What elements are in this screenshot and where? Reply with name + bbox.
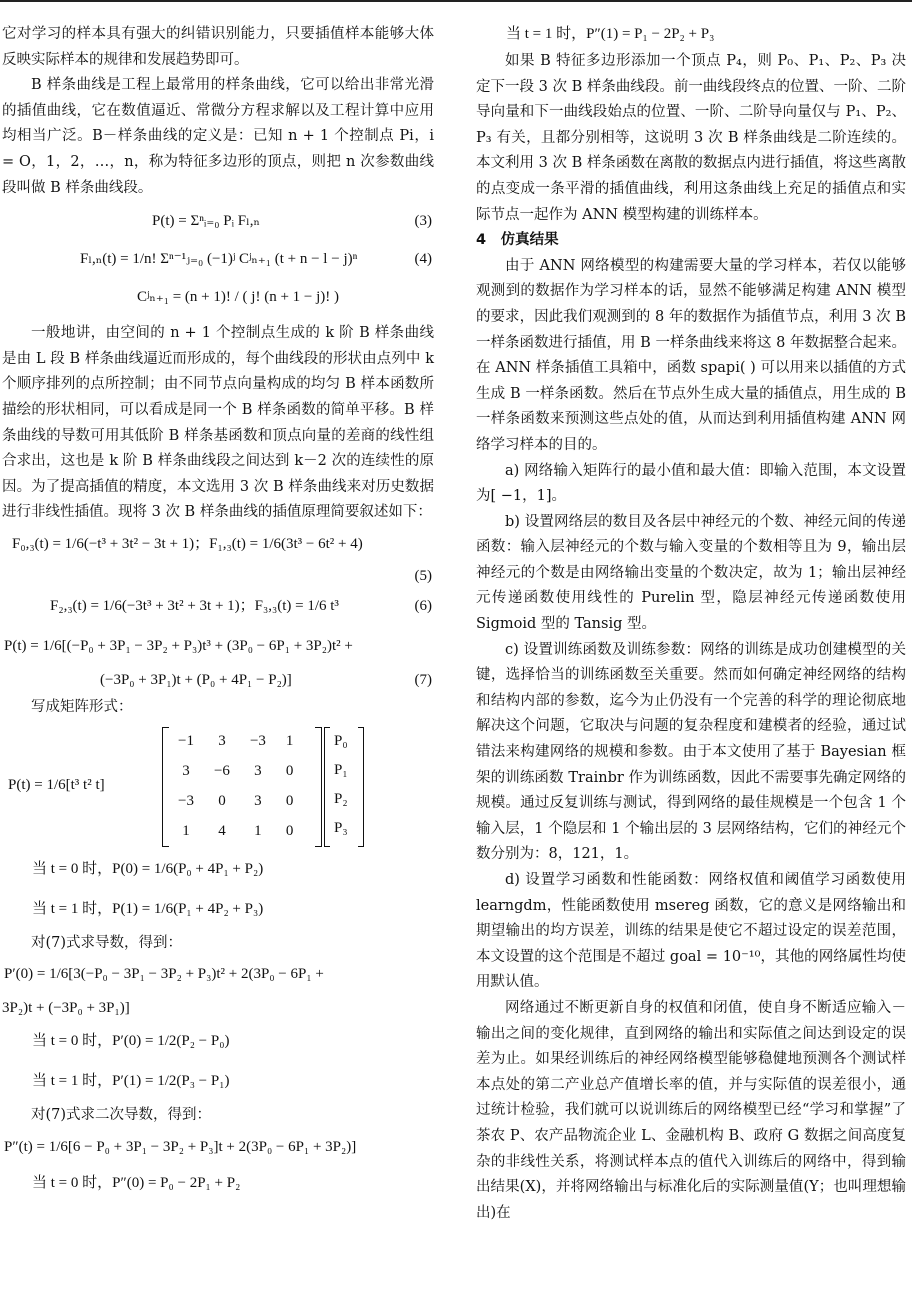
paragraph: b) 设置网络层的数目及各层中神经元的个数、神经元间的传递函数：输入层神经元的个数与输入变量的个数相等且为 9，输出层神经元的个数是由网络输出变量的个数决定，故为 1；输出层神经元传递函数使用线性的 Purelin 型，隐层神经元传递函数使用 Sigmoid 型的 Tansig 型。 — [476, 513, 906, 633]
matrix-row — [168, 787, 303, 817]
matrix-cell: −3 — [249, 732, 266, 749]
paragraph: 对(7)式求导数，得到： — [31, 934, 183, 951]
equation-text: 当 t = 1 时，P(1) = 1/6(P₁ + 4P₂ + P₃) — [32, 900, 264, 917]
equation-3 — [2, 201, 434, 241]
matrix-cell: 0 — [285, 822, 294, 839]
paragraph: B 样条曲线是工程上最常用的样条曲线，它可以给出非常光滑的插值曲线，它在数值逼近、常微分方程求解以及工程计算中应用均相当广泛。B－样条曲线的定义是：已知 n + 1 个控制点 Pi，i = O，1，2，…，n，称为特征多边形的顶点，则把 n 次参数曲线段叫做 B 样条曲线段。 — [2, 77, 434, 196]
equation-p1 — [2, 891, 434, 931]
equation-d1-t1 — [2, 1063, 434, 1103]
matrix-row — [168, 757, 303, 787]
matrix-cell: −6 — [213, 762, 230, 779]
matrix-cell: 3 — [254, 792, 262, 809]
equation-text: P″(t) = 1/6[6 − P₀ + 3P₁ − 3P₂ + P₃]t + 2(3P₀ − 6P₁ + 3P₂)] — [4, 1138, 357, 1155]
equation-text: 当 t = 0 时，P(0) = 1/6(P₀ + 4P₁ + P₂) — [32, 860, 264, 877]
equation-text: P(t) = 1/6[(−P₀ + 3P₁ − 3P₂ + P₃)t³ + (3P₀ − 6P₁ + 3P₂)t² + — [4, 637, 353, 654]
paragraph: 由于 ANN 网络模型的构建需要大量的学习样本，若仅以能够观测到的数据作为学习样本的话，显然不能够满足构建 ANN 模型的要求，因此我们观测到的 8 年的数据作为插值节点，利用 3 次 B 一样条函数进行插值，用 B 一样条曲线来将这 8 年数据整合起来。在 ANN 样条插值工具箱中，函数 spapi( ) 可以用来以插值的方式生成 B 一样条函数。然后在节点外生成大量的插值点，用生成的 B 一样条函数来预测这些点处的值，从而达到利用插值构建 ANN 网络学习样本的目的。 — [476, 257, 906, 453]
paragraph: 它对学习的样本具有强大的纠错识别能力，只要插值样本能够大体反映实际样本的规律和发展趋势即可。 — [2, 26, 434, 68]
matrix-bracket-right — [315, 727, 322, 847]
equation-number: (5) — [414, 567, 432, 584]
paragraph: 对(7)式求二次导数，得到： — [31, 1107, 212, 1124]
equation-text: 当 t = 0 时，P″(0) = P₀ − 2P₁ + P₂ — [32, 1174, 241, 1191]
matrix-row — [168, 727, 303, 757]
right-column — [476, 22, 906, 1226]
equation-text: 当 t = 1 时，P″(1) = P₁ − 2P₂ + P₃ — [506, 26, 715, 42]
equation-text: 3P₂)t + (−3P₀ + 3P₁)] — [2, 1000, 130, 1017]
equation-c — [2, 281, 434, 321]
equation-text: F₂,₃(t) = 1/6(−3t³ + 3t² + 3t + 1)；F₃,₃(t) = 1/6 t³ — [50, 597, 339, 614]
equation-text: Cʲₙ₊₁ = (n + 1)! / ( j! (n + 1 − j)! ) — [137, 289, 340, 306]
paragraph: a) 网络输入矩阵行的最小值和最大值：即输入范围，本文设置为[ −1，1]。 — [476, 462, 906, 505]
matrix-cell: 1 — [285, 732, 294, 749]
matrix-cell: 0 — [285, 762, 294, 779]
matrix-equation — [2, 721, 434, 851]
matrix-table — [168, 727, 303, 847]
paragraph: c) 设置训练函数及训练参数：网络的训练是成功创建模型的关键，选择恰当的训练函数至关重要。然而如何确定神经网络的结构和结构内部的参数，迄今为止仍没有一个完善的科学的理论彻底地解决这个问题，它取决与问题的复杂程度和建模者的经验，通过试错法来构建网络的规模和参数。由于本文使用了基于 Bayesian 框架的训练函数 Trainbr 作为训练函数，因此不需要事先确定网络的规模。通过反复训练与测试，得到网络的最佳规模是一个包含 1 个输入层，1 个隐层和 1 个输出层的 3 层网络结构，它们的神经元个数分别为：8，121，1。 — [476, 641, 906, 863]
matrix-cell: −1 — [178, 732, 194, 749]
equation-4 — [2, 241, 434, 281]
matrix-cell: 0 — [218, 792, 226, 809]
equation-text: P′(0) = 1/6[3(−P₀ − 3P₁ − 3P₂ + P₃)t² + 2(3P₀ − 6P₁ + — [4, 966, 324, 983]
top-rule — [0, 0, 912, 2]
paragraph: 如果 B 特征多边形添加一个顶点 P₄，则 P₀、P₁、P₂、P₃ 决定下一段 3 次 B 样条曲线段。前一曲线段终点的位置、一阶、二阶导向量和下一曲线段始点的位置、一阶、二阶导向量仅与 P₁、P₂、P₃ 有关，且都分别相等，这说明 3 次 B 样条曲线是二阶连续的。本文利用 3 次 B 样条函数在离散的数据点内进行插值，将这些离散的点变成一条平滑的插值曲线，利用这条曲线上充足的插值点和实际节点一起作为 ANN 模型构建的训练样本。 — [476, 53, 906, 223]
vector-entry: P₁ — [334, 761, 348, 778]
matrix-lhs: P(t) = 1/6[t³ t² t] — [8, 776, 105, 793]
equation-6 — [2, 588, 434, 628]
matrix-cell: 1 — [182, 822, 190, 839]
matrix-cell: 4 — [218, 822, 226, 839]
equation-d1-line1 — [2, 956, 434, 996]
matrix-cell: 3 — [182, 762, 190, 779]
equation-number: (3) — [414, 213, 432, 230]
matrix-cell: 1 — [254, 822, 262, 839]
equation-number: (7) — [414, 671, 432, 688]
equation-7-line2 — [2, 668, 434, 695]
equation-text: 当 t = 1 时，P′(1) = 1/2(P₃ − P₁) — [32, 1073, 230, 1090]
matrix-cell: −3 — [178, 792, 194, 809]
paragraph: 一般地讲，由空间的 n + 1 个控制点生成的 k 阶 B 样条曲线是由 L 段 B 样条曲线逼近而形成的，每个曲线段的形状由点列中 k 个顺序排列的点所控制；由不同节点向量构成的均匀 B 样本函数所描绘的形状相同，可以看成是同一个 B 样条函数的简单平移。B 样条曲线的导数可用其低阶 B 样条基函数和顶点向量的差商的线性组合求出，这也是 k 阶 B 样条曲线段之间达到 k－2 次的连续性的原因。为了提高插值的精度，本文选用 3 次 B 样条曲线来对历史数据进行非线性插值。现将 3 次 B 样条曲线的插值原理简要叙述如下： — [2, 325, 434, 521]
equation-7-line1 — [2, 628, 434, 668]
equation-d1-line2 — [2, 996, 434, 1023]
equation-5 — [2, 526, 434, 566]
matrix-row — [168, 817, 303, 847]
left-column — [2, 22, 434, 1196]
paragraph: 网络通过不断更新自身的权值和闭值，使自身不断适应输入－输出之间的变化规律，直到网络的输出和实际值之间达到设定的误差为止。如果经训练后的神经网络模型能够稳健地预测各个测试样本点处的第二产业总产值增长率的值，并与实际值的误差很小，通过统计检验，我们就可以说训练后的网络模型已经“学习和掌握”了茶农 P、农产品物流企业 L、金融机构 B、政府 G 数据之间高度复杂的非线性关系，将测试样本点的值代入训练后的网络中，得到输出结果(X)，并将网络输出与标准化后的实际测量值(Y；也叫理想输出)在 — [476, 999, 906, 1221]
equation-text: F₀,₃(t) = 1/6(−t³ + 3t² − 3t + 1)；F₁,₃(t) = 1/6(3t³ − 6t² + 4) — [12, 535, 363, 552]
paragraph: d) 设置学习函数和性能函数：网络权值和阈值学习函数使用 learngdm，性能函数使用 msereg 函数，它的意义是网络输出和期望输出的均方误差，训练的结果是使它不超过设定的误差范围，本文设置的这个范围是不超过 goal = 10⁻¹⁰，其他的网络属性均使用默认值。 — [476, 872, 906, 991]
equation-d2-t0 — [2, 1169, 434, 1196]
paragraph: 写成矩阵形式： — [31, 698, 133, 715]
equation-d2-t1 — [476, 22, 906, 49]
equation-d1-t0 — [2, 1023, 434, 1063]
equation-text: Fₗ,ₙ(t) = 1/n! Σⁿ⁻¹ⱼ₌₀ (−1)ʲ Cʲₙ₊₁ (t + n − l − j)ⁿ — [80, 251, 358, 268]
equation-5-number-row — [2, 566, 434, 588]
point-vector — [330, 727, 352, 843]
equation-number: (6) — [414, 597, 432, 614]
equation-text: (−3P₀ + 3P₁)t + (P₀ + 4P₁ − P₂)] — [100, 671, 292, 688]
matrix-cell: 3 — [218, 732, 226, 749]
matrix-cell: 0 — [285, 792, 294, 809]
vector-entry: P₂ — [334, 790, 348, 807]
equation-d2 — [2, 1129, 434, 1169]
equation-text: 当 t = 0 时，P′(0) = 1/2(P₂ − P₀) — [32, 1033, 230, 1050]
equation-text: P(t) = Σⁿᵢ₌₀ Pᵢ Fₗ,ₙ — [152, 213, 261, 230]
matrix-cell: 3 — [254, 762, 262, 779]
section-heading: 4 仿真结果 — [476, 232, 559, 249]
vector-bracket-right — [358, 727, 364, 847]
vector-entry: P₃ — [334, 819, 348, 836]
vector-entry: P₀ — [334, 732, 348, 749]
equation-number: (4) — [414, 251, 432, 268]
equation-p0 — [2, 851, 434, 891]
